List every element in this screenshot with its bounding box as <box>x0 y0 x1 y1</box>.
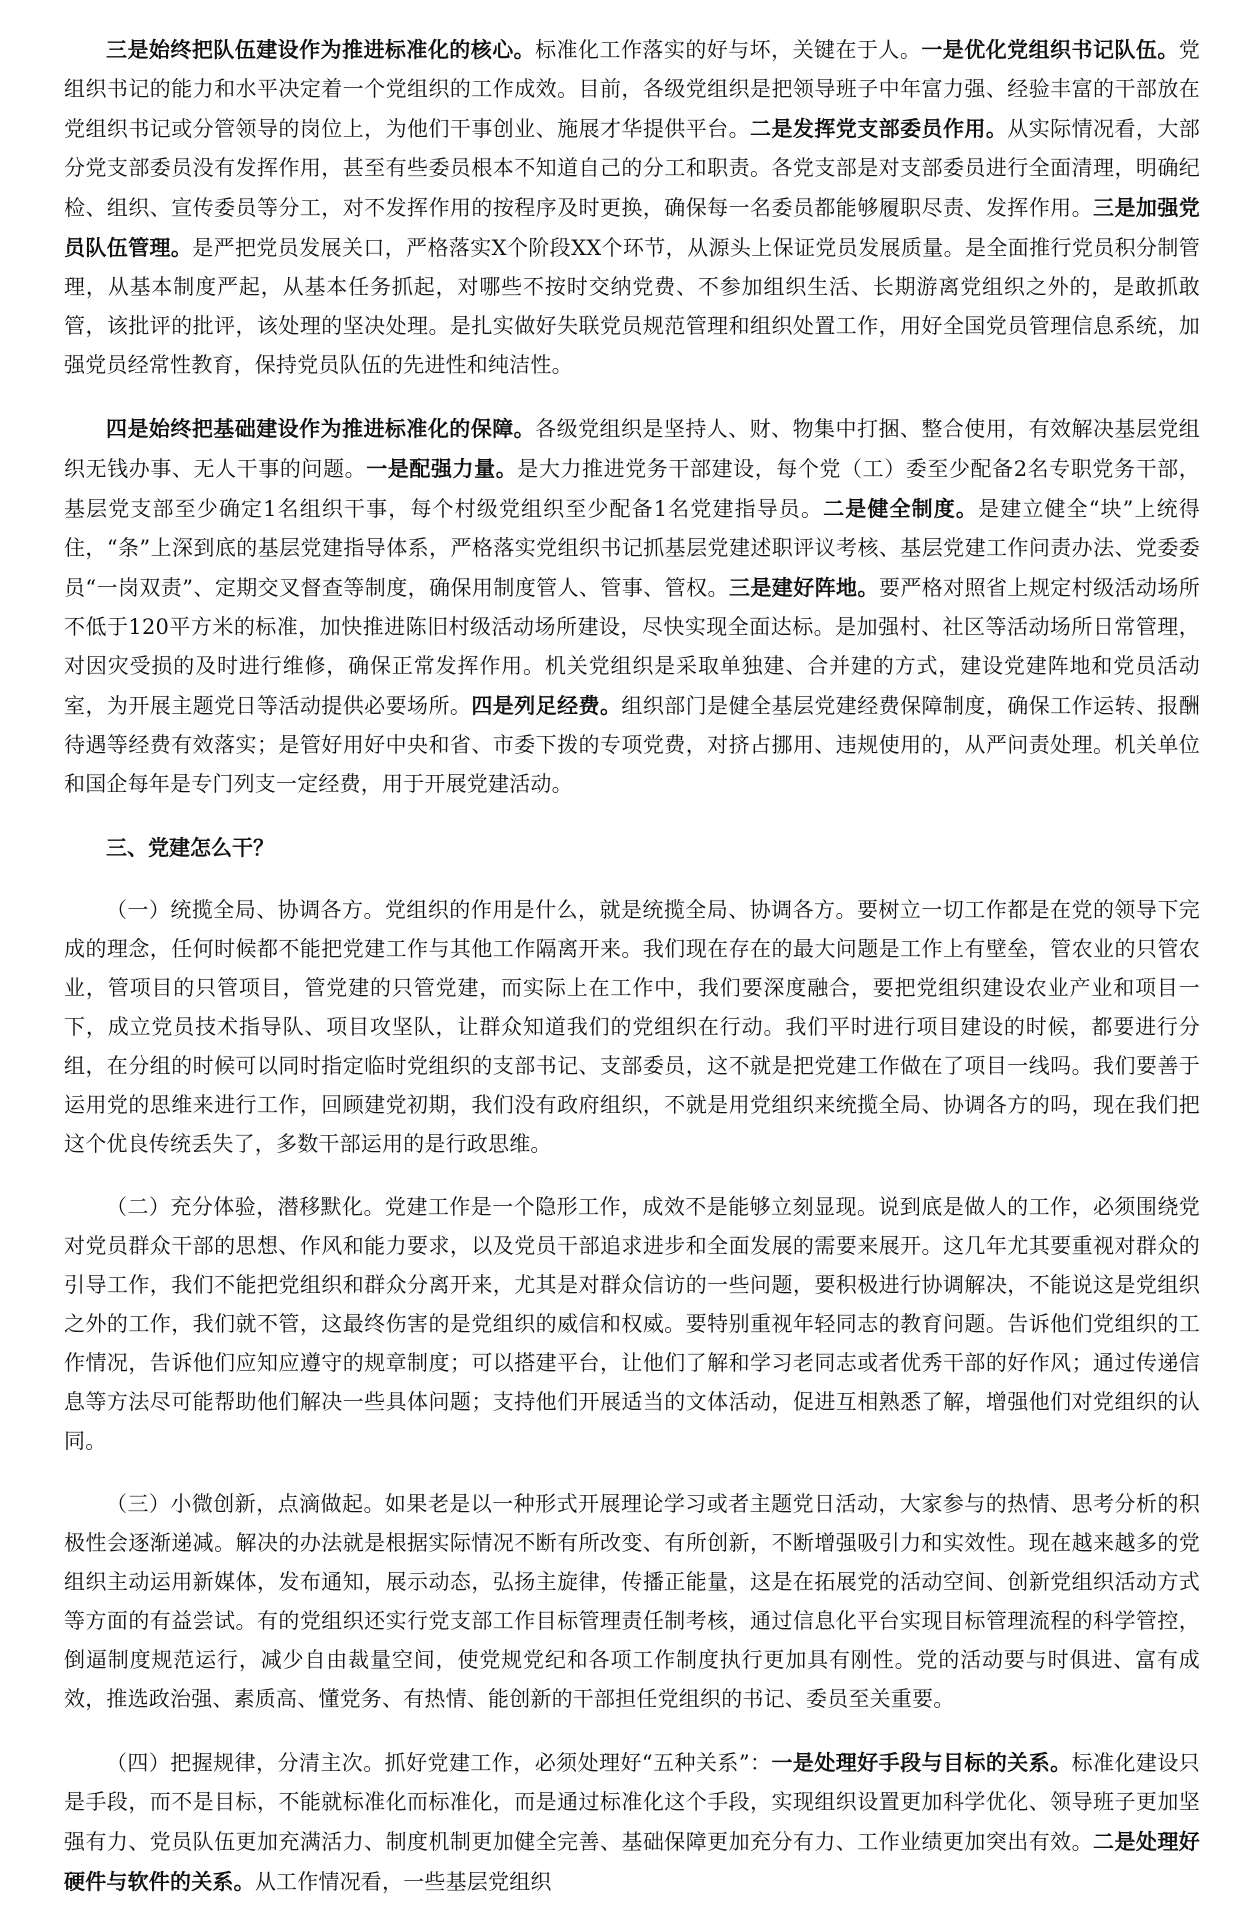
text-run: 从实际情况看，大部分党支部委员没有发挥作用，甚至有些委员根本不知道自己的分工和职责。各党支部是对支部委员进行全面清理，明确纪检、组织、宣传委员等分工，对不发挥作用的按程序及时更换，确保每一名委员都能够履职尽责、发挥作用。 <box>64 117 1200 220</box>
text-run: （二）充分体验，潜移默化。党建工作是一个隐形工作，成效不是能够立刻显现。说到底是做人的工作，必须围绕党对党员群众干部的思想、作风和能力要求，以及党员干部追求进步和全面发展的需要来展开。这几年尤其要重视对群众的引导工作，我们不能把党组织和群众分离开来，尤其是对群众信访的一些问题，要积极进行协调解决，不能说这是党组织之外的工作，我们就不管，这最终伤害的是党组织的威信和权威。要特别重视年轻同志的教育问题。告诉他们党组织的工作情况，告诉他们应知应遵守的规章制度；可以搭建平台，让他们了解和学习老同志或者优秀干部的好作风；通过传递信息等方法尽可能帮助他们解决一些具体问题；支持他们开展适当的文体活动，促进互相熟悉了解，增强他们对党组织的认同。 <box>64 1195 1200 1453</box>
paragraph <box>64 409 1200 804</box>
bold-run: 一是处理好手段与目标的关系。 <box>771 1750 1072 1775</box>
text-run: 是严把党员发展关口，严格落实X个阶段XX个环节，从源头上保证党员发展质量。是全面推行党员积分制管理，从基本制度严起，从基本任务抓起，对哪些不按时交纳党费、不参加组织生活、长期游离党组织之外的，是敢抓敢管，该批评的批评，该处理的坚决处理。是扎实做好失联党员规范管理和组织处置工作，用好全国党员管理信息系统，加强党员经常性教育，保持党员队伍的先进性和纯洁性。 <box>64 236 1200 377</box>
bold-run: 一是优化党组织书记队伍。 <box>921 37 1179 62</box>
paragraph <box>64 1485 1200 1719</box>
bold-run: 三是加强党员队伍管理。 <box>64 195 1200 260</box>
text-run: 组织部门是健全基层党建经费保障制度，确保工作运转、报酬待遇等经费有效落实；是管好用好中央和省、市委下拨的专项党费，对挤占挪用、违规使用的，从严问责处理。机关单位和国企每年是专门列支一定经费，用于开展党建活动。 <box>64 694 1200 796</box>
paragraph <box>64 1188 1200 1461</box>
bold-run: 二是健全制度。 <box>823 496 979 521</box>
text-run: 标准化工作落实的好与坏，关键在于人。 <box>535 38 922 62</box>
paragraph <box>64 1743 1200 1902</box>
paragraph <box>64 891 1200 1164</box>
bold-run: 一是配强力量。 <box>366 456 518 481</box>
bold-run: 三是建好阵地。 <box>728 575 879 600</box>
text-run: 从工作情况看，一些基层党组织 <box>254 1870 552 1894</box>
text-run: （三）小微创新，点滴做起。如果老是以一种形式开展理论学习或者主题党日活动，大家参与的热情、思考分析的积极性会逐渐递减。解决的办法就是根据实际情况不断有所改变、有所创新，不断增强吸引力和实效性。现在越来越多的党组织主动运用新媒体，发布通知，展示动态，弘扬主旋律，传播正能量，这是在拓展党的活动空间、创新党组织活动方式等方面的有益尝试。有的党组织还实行党支部工作目标管理责任制考核，通过信息化平台实现目标管理流程的科学管控，倒逼制度规范运行，减少自由裁量空间，使党规党纪和各项工作制度执行更加具有刚性。党的活动要与时俱进、富有成效，推选政治强、素质高、懂党务、有热情、能创新的干部担任党组织的书记、委员至关重要。 <box>64 1492 1200 1711</box>
bold-run: 三是始终把队伍建设作为推进标准化的核心。 <box>106 37 536 62</box>
paragraph <box>64 30 1200 385</box>
text-run: （四）把握规律，分清主次。抓好党建工作，必须处理好“五种关系”： <box>106 1751 772 1775</box>
subsection-paragraphs <box>64 891 1200 1902</box>
text-run: 要严格对照省上规定村级活动场所不低于120平方米的标准，加快推进陈旧村级活动场所建设，尽快实现全面达标。是加强村、社区等活动场所日常管理，对因灾受损的及时进行维修，确保正常发挥作用。机关党组织是采取单独建、合并建的方式，建设党建阵地和党员活动室，为开展主题党日等活动提供必要场所。 <box>64 576 1201 718</box>
bold-run: 四是列足经费。 <box>471 693 622 718</box>
bold-run: 四是始终把基础建设作为推进标准化的保障。 <box>106 416 536 441</box>
bold-run: 二是发挥党支部委员作用。 <box>750 116 1008 141</box>
text-run: 标准化建设只是手段，而不是目标，不能就标准化而标准化，而是通过标准化这个手段，实现组织设置更加科学优化、领导班子更加坚强有力、党员队伍更加充满活力、制度机制更加健全完善、基础保障更加充分有力、工作业绩更加突出有效。 <box>64 1751 1200 1854</box>
bold-run: 二是处理好硬件与软件的关系。 <box>64 1829 1200 1894</box>
text-run: （一）统揽全局、协调各方。党组织的作用是什么，就是统揽全局、协调各方。要树立一切工作都是在党的领导下完成的理念，任何时候都不能把党建工作与其他工作隔离开来。我们现在存在的最大问题是工作上有壁垒，管农业的只管农业，管项目的只管项目，管党建的只管党建，而实际上在工作中，我们要深度融合，要把党组织建设农业产业和项目一下，成立党员技术指导队、项目攻坚队，让群众知道我们的党组织在行动。我们平时进行项目建设的时候，都要进行分组，在分组的时候可以同时指定临时党组织的支部书记、支部委员，这不就是把党建工作做在了项目一线吗。我们要善于运用党的思维来进行工作，回顾建党初期，我们没有政府组织，不就是用党组织来统揽全局、协调各方的吗，现在我们把这个优良传统丢失了，多数干部运用的是行政思维。 <box>64 898 1200 1156</box>
text-run: 是大力推进党务干部建设，每个党（工）委至少配备2名专职党务干部，基层党支部至少确定1名组织干事，每个村级党组织至少配备1名党建指导员。 <box>64 457 1200 521</box>
text-run: 党组织书记的能力和水平决定着一个党组织的工作成效。目前，各级党组织是把领导班子中年富力强、经验丰富的干部放在党组织书记或分管领导的岗位上，为他们干事创业、施展才华提供平台。 <box>64 38 1200 141</box>
text-run: 各级党组织是坚持人、财、物集中打捆、整合使用，有效解决基层党组织无钱办事、无人干事的问题。 <box>64 417 1201 481</box>
section-paragraphs <box>64 30 1200 804</box>
section-heading: 三、党建怎么干？ <box>106 835 274 860</box>
document-page <box>64 30 1200 1926</box>
text-run: 是建立健全“块”上统得住，“条”上深到底的基层党建指导体系，严格落实党组织书记抓基层党建述职评议考核、基层党建工作问责办法、党委委员“一岗双责”、定期交叉督查等制度，确保用制度管人、管事、管权。 <box>64 497 1201 600</box>
